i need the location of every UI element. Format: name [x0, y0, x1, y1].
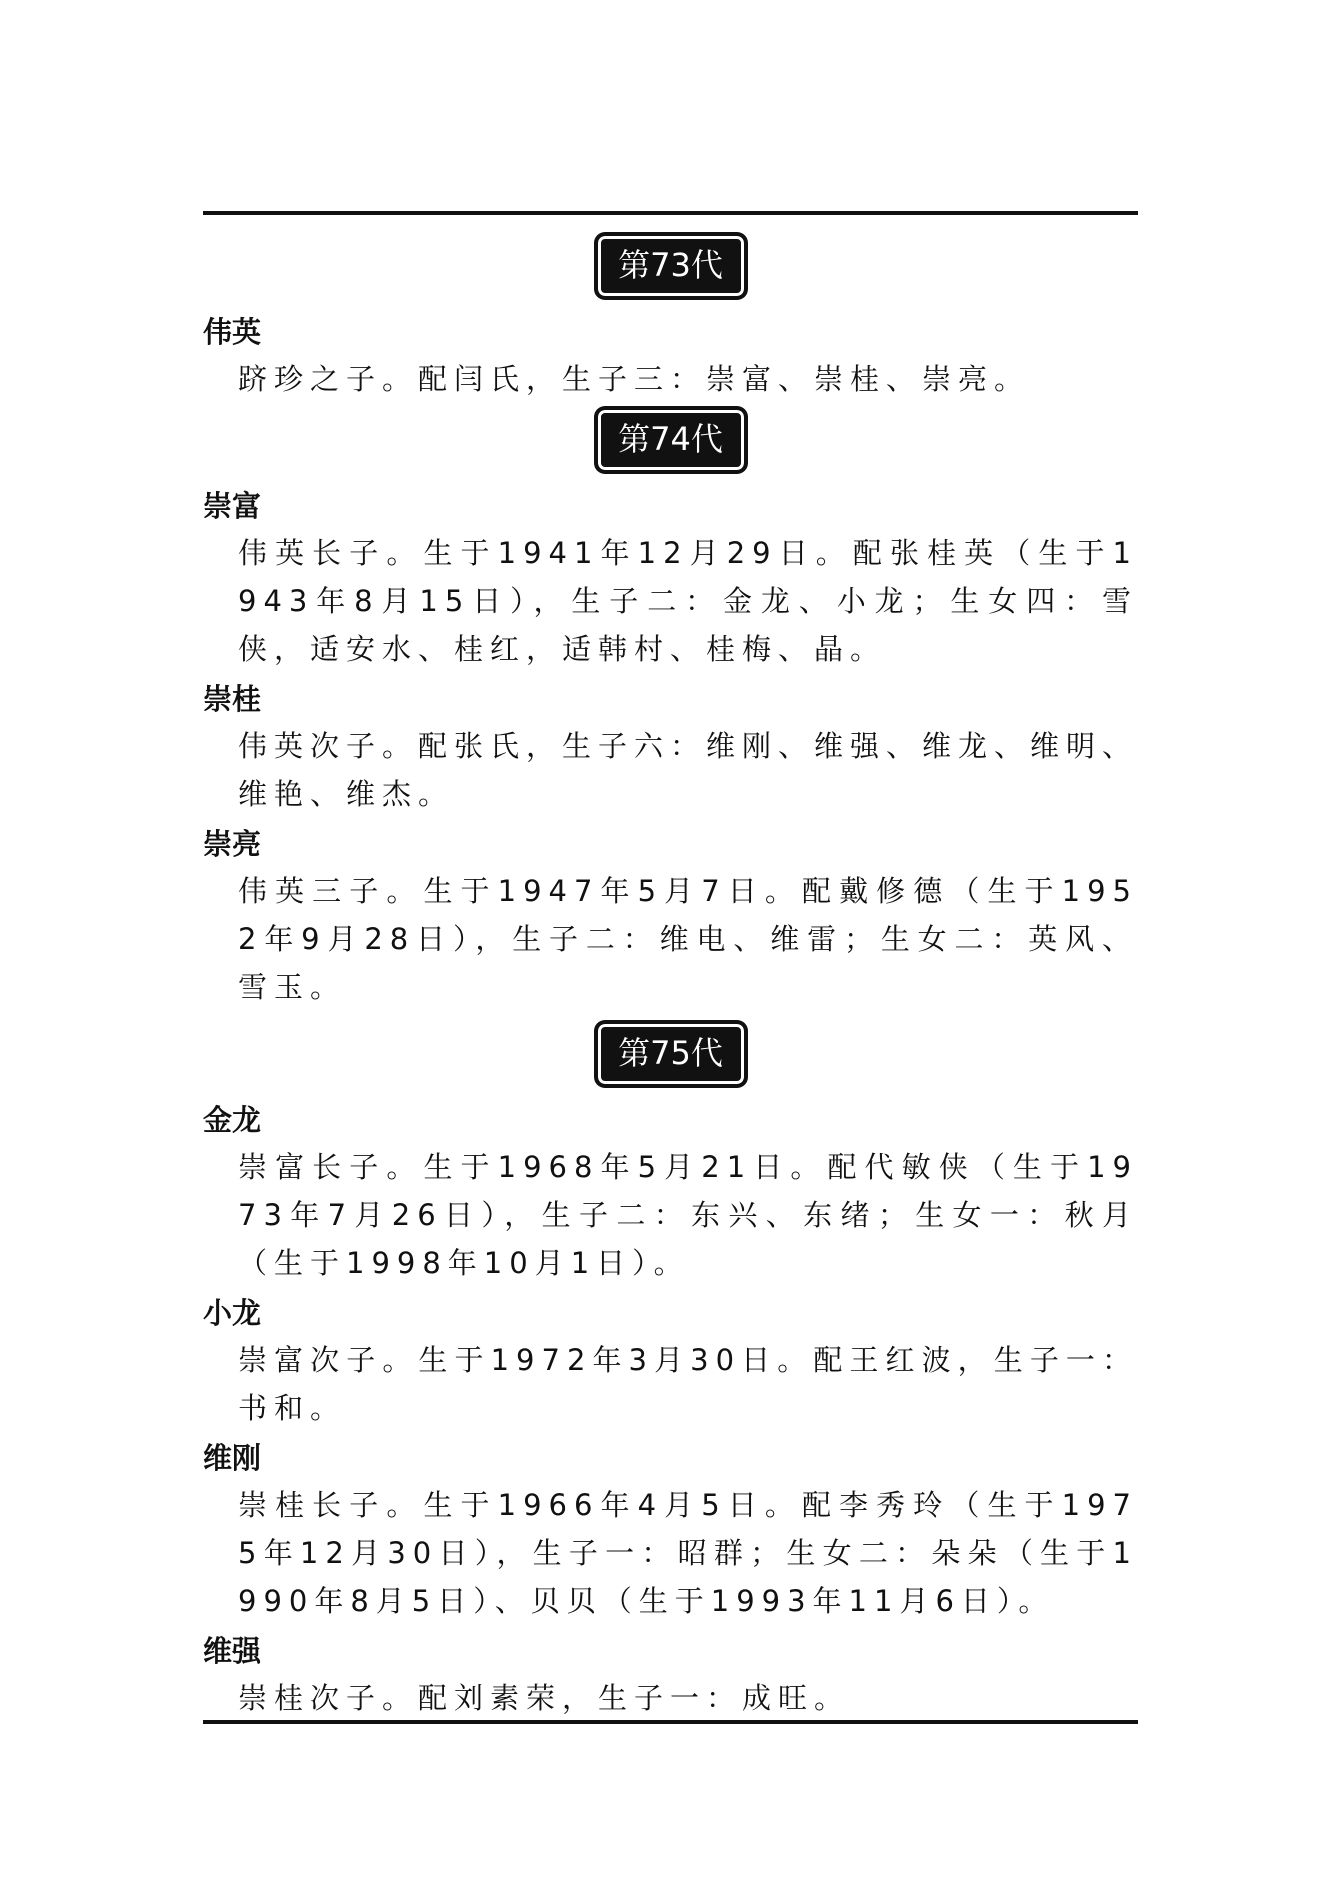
- person-bio: 跻珍之子。配闫氏，生子三：崇富、崇桂、崇亮。: [238, 362, 1031, 396]
- person-bio: 伟英次子。配张氏，生子六：维刚、维强、维龙、维明、维艳、维杰。: [238, 729, 1139, 811]
- person-bio: 崇富次子。生于1972年3月30日。配王红波，生子一：书和。: [238, 1343, 1138, 1425]
- person-name: 小龙: [203, 1296, 262, 1330]
- generation-74: [203, 408, 1138, 1011]
- person-bio: 崇桂次子。配刘素荣，生子一：成旺。: [238, 1681, 851, 1715]
- person-name: 崇桂: [203, 682, 262, 716]
- generation-header: [203, 1022, 1138, 1086]
- person-bio: 崇富长子。生于1968年5月21日。配代敏侠（生于1973年7月26日），生子二：东兴、东绪；生女一：秋月（生于1998年10月1日）。: [238, 1150, 1138, 1280]
- genealogy-content: [203, 228, 1138, 1722]
- person-entry: [203, 821, 1138, 1011]
- generation-label: 第74代: [596, 408, 746, 472]
- generation-label: 第73代: [596, 234, 746, 298]
- person-bio: 伟英长子。生于1941年12月29日。配张桂英（生于1943年8月15日），生子二：金龙、小龙；生女四：雪侠，适安水、桂红，适韩村、桂梅、晶。: [238, 536, 1138, 666]
- person-name: 崇富: [203, 489, 262, 523]
- person-name: 伟英: [203, 315, 262, 349]
- person-name: 崇亮: [203, 827, 262, 861]
- generation-label: 第75代: [596, 1022, 746, 1086]
- person-name: 维强: [203, 1634, 262, 1668]
- generation-73: [203, 234, 1138, 403]
- generation-header: [203, 234, 1138, 298]
- generation-header: [203, 408, 1138, 472]
- person-entry: [203, 1097, 1138, 1287]
- generation-75: [203, 1022, 1138, 1722]
- person-entry: [203, 309, 1138, 403]
- person-name: 金龙: [203, 1103, 262, 1137]
- person-entry: [203, 1435, 1138, 1625]
- person-name: 维刚: [203, 1441, 262, 1475]
- top-rule: [203, 211, 1138, 215]
- bottom-rule: [203, 1720, 1138, 1724]
- person-bio: 崇桂长子。生于1966年4月5日。配李秀玲（生于1975年12月30日），生子一：昭群；生女二：朵朵（生于1990年8月5日）、贝贝（生于1993年11月6日）。: [238, 1488, 1138, 1618]
- person-entry: [203, 483, 1138, 673]
- person-bio: 伟英三子。生于1947年5月7日。配戴修德（生于1952年9月28日），生子二：维电、维雷；生女二：英风、雪玉。: [238, 874, 1138, 1004]
- person-entry: [203, 1290, 1138, 1432]
- person-entry: [203, 676, 1138, 818]
- person-entry: [203, 1628, 1138, 1722]
